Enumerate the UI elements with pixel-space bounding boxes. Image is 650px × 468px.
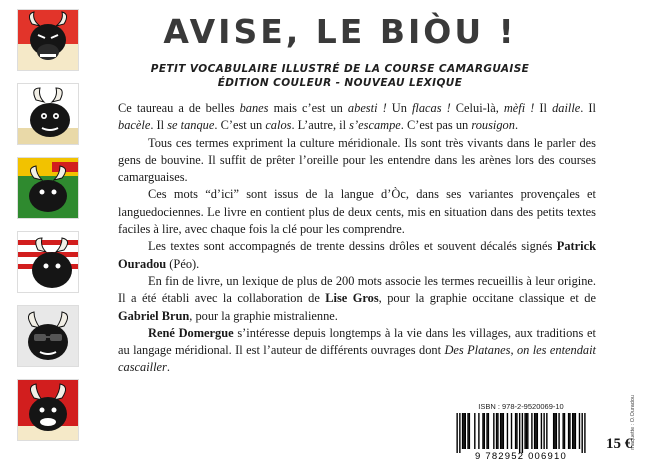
- barcode-bar: [579, 413, 580, 449]
- barcode-bar: [534, 413, 535, 449]
- barcode-bar: [474, 413, 475, 449]
- barcode-bar: [554, 413, 555, 449]
- italic-term: flacas !: [411, 101, 451, 115]
- bold-name: Gabriel Brun: [118, 308, 190, 323]
- book-title: AVISE, LE BIÒU !: [163, 12, 517, 51]
- italic-term: s’escampe: [349, 118, 401, 133]
- barcode-bar: [465, 413, 466, 449]
- barcode-bar: [546, 413, 547, 449]
- italic-term: abesti !: [347, 101, 387, 115]
- bold-name: René Domergue: [148, 325, 234, 340]
- paragraph: Ce taureau a de belles banes mais c’est un abesti ! Un flacas ! Celui-là, mèfi ! Il daille. Il bacèle. Il se tanque. C’est un calos. L’autre, il s’escampe. C’est pas un rousigon.: [118, 101, 597, 133]
- vignette-bull-1: [18, 10, 78, 70]
- layout-credit: maquette : O.Ouradou: [630, 395, 636, 450]
- barcode-bar: [564, 413, 565, 449]
- paragraph: En fin de livre, un lexique de plus de 200 mots associe les termes recueillis à leur origine. Il a été établi avec la collaboration de Lise Gros, pour la graphie occitane classique et de Gabriel Brun, pour la graphie mistralienne.: [118, 273, 596, 323]
- barcode-bar: [486, 413, 487, 449]
- italic-term: daille: [552, 101, 581, 115]
- book-edition-line: ÉDITION COULEUR - NOUVEAU LEXIQUE: [217, 77, 463, 89]
- barcode-bar: [524, 413, 525, 449]
- barcode-bar: [516, 413, 517, 449]
- barcode-bar: [484, 413, 485, 449]
- italic-term: calos: [265, 118, 292, 133]
- barcode-bar: [467, 413, 468, 449]
- barcode-bar: [507, 413, 508, 449]
- vignette-bull-3: [18, 158, 78, 218]
- barcode-bar: [497, 413, 498, 449]
- barcode-bar: [541, 413, 542, 449]
- italic-term: banes: [239, 101, 269, 115]
- barcode-bar: [463, 413, 464, 449]
- barcode-bar: [493, 413, 494, 449]
- paragraph: Ces mots “d’ici” sont issus de la langue d’Òc, dans ses variantes provençales et languedociennes. Le livre en contient plus de deux cents, mis en situation dans des petits textes faciles à lire, avec chaque fois la clé pour les comprendre.: [118, 187, 596, 237]
- barcode-bar: [573, 413, 574, 449]
- barcode-bar: [527, 413, 528, 449]
- barcode-bar: [537, 413, 538, 449]
- barcode-bar: [562, 413, 563, 449]
- barcode-bar: [503, 413, 504, 449]
- paragraph: René Domergue s’intéresse depuis longtemps à la vie dans les villages, aux traditions et au langage méridional. Il est l’auteur de différents ouvrages dont Des Platanes, on les entendait cascailler.: [118, 325, 596, 375]
- barcode-bar: [522, 413, 523, 453]
- bold-name: Lise Gros: [325, 291, 379, 306]
- barcode-bar: [569, 413, 570, 449]
- barcode-bar: [535, 413, 536, 449]
- barcode-bar: [519, 413, 520, 453]
- barcode-bar: [478, 413, 479, 449]
- isbn-label: ISBN : 978-2-9520069-10: [478, 402, 564, 411]
- barcode-bar: [511, 413, 512, 449]
- barcode-bar: [496, 413, 497, 449]
- barcode-bar: [462, 413, 463, 449]
- barcode-bar: [459, 413, 460, 453]
- barcode-bar: [558, 413, 559, 449]
- barcode-number: 9 782952 006910: [475, 451, 567, 462]
- barcode: [451, 413, 591, 453]
- barcode-bar: [482, 413, 483, 449]
- barcode-bar: [568, 413, 569, 449]
- barcode-bar: [543, 413, 544, 449]
- barcode-bar: [553, 413, 554, 449]
- vignette-bull-2: [18, 84, 78, 144]
- barcode-bar: [456, 413, 457, 453]
- barcode-bar: [500, 413, 501, 449]
- italic-term: bacèle: [118, 118, 151, 133]
- barcode-bar: [572, 413, 573, 449]
- barcode-bar: [501, 413, 502, 449]
- italic-term: Des Platanes, on les entendait cascailler: [118, 343, 596, 375]
- vignette-bull-4: [18, 232, 78, 292]
- italic-term: se tanque: [167, 118, 215, 133]
- barcode-bar: [515, 413, 516, 449]
- paragraph: Les textes sont accompagnés de trente dessins drôles et souvent décalés signés Patrick Ouradou (Péo).: [118, 239, 596, 271]
- barcode-bar: [584, 413, 585, 453]
- barcode-bar: [556, 413, 557, 449]
- vignette-bull-6: [18, 380, 78, 440]
- italic-term: mèfi !: [503, 101, 535, 115]
- bold-name: Patrick Ouradou: [118, 239, 596, 271]
- italic-term: rousigon: [471, 118, 515, 133]
- back-cover-text: [118, 100, 596, 377]
- barcode-bar: [526, 413, 527, 449]
- barcode-bar: [575, 413, 576, 449]
- barcode-bar: [531, 413, 532, 449]
- barcode-bar: [581, 413, 582, 453]
- vignette-bull-5: [18, 306, 78, 366]
- book-subtitle: PETIT VOCABULAIRE ILLUSTRÉ DE LA COURSE CAMARGUAISE: [150, 63, 530, 75]
- paragraph: Tous ces termes expriment la culture méridionale. Ils sont très vivants dans le parler des gens de bouvine. Il suffit de prêter l’oreille pour les entendre dans les arènes lors des courses camarguaises.: [118, 135, 596, 185]
- price: 15 €: [606, 436, 633, 452]
- barcode-bar: [488, 413, 489, 449]
- barcode-bar: [469, 413, 470, 449]
